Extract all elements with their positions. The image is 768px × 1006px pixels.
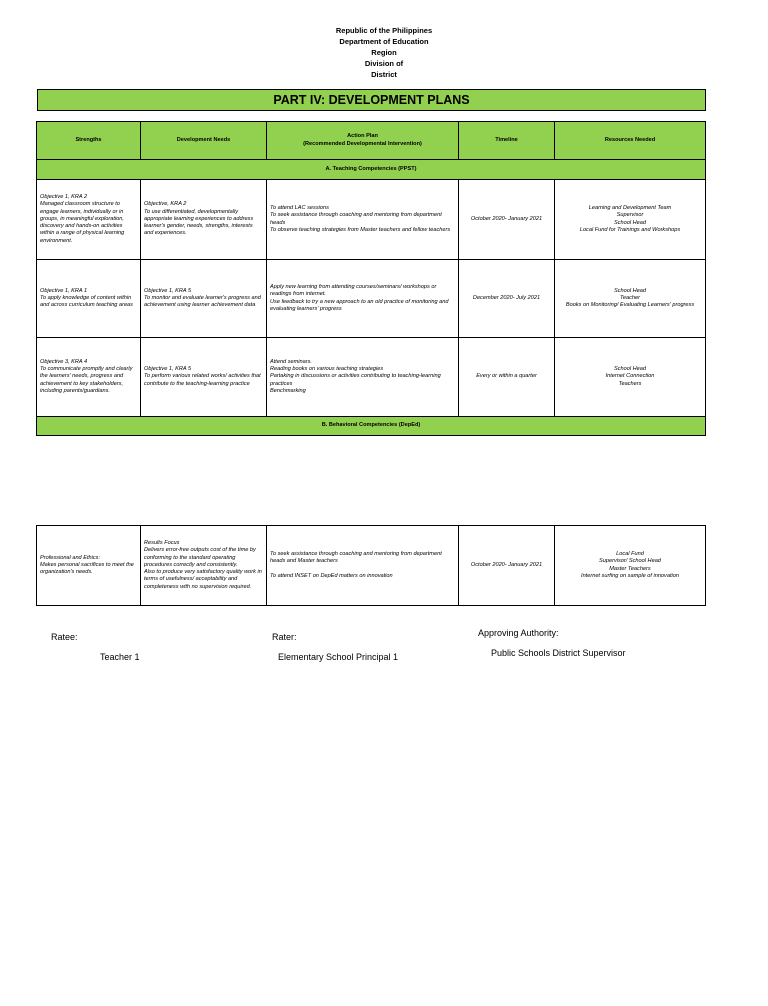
behavioral-plan-table [36,525,706,606]
page-title: PART IV: DEVELOPMENT PLANS [37,89,706,111]
column-header: Resources Needed [555,122,706,160]
section-a-label: A. Teaching Competencies (PPST) [37,160,706,180]
column-header: Development Needs [141,122,267,160]
section-row [37,417,706,436]
table-header-row [37,122,706,160]
timeline-cell: October 2020- January 2021 [459,180,555,260]
document-header [0,25,768,80]
need-cell: Objective, KRA 2 To use differentiated, developmentally appropriate learning experiences to address learner's gender, needs, strengths, interests and experiences. [141,180,267,260]
action-cell: Attend seminars. Reading books on various teaching strategies Partaking in discussions or activities contributing to teaching-learning practices Benchmarking [267,338,459,417]
header-line: District [371,70,397,79]
header-line: Division of [364,59,404,68]
approving-authority-label: Approving Authority: [478,628,559,638]
table-row [37,180,706,260]
strength-cell: Objective 3, KRA 4 To communicate promptly and clearly the learners' needs, progress and achievement to key stakeholders, including parents/guardians. [37,338,141,417]
strength-cell: Objective 1, KRA 2 Managed classroom structure to engage learners, individually or in groups, in meaningful exploration, discovery and hands-on activities within a range of physical learning environment. [37,180,141,260]
timeline-cell: Every or within a quarter [459,338,555,417]
resources-cell: Learning and Development Team Supervisor School Head Local Fund for Trainings and Workshops [555,180,706,260]
strength-cell: Professional and Ethics: Makes personal sacrifices to meet the organization's needs. [37,526,141,606]
resources-cell: School Head Teacher Books on Monitoring/ Evaluating Learners' progress [555,260,706,338]
need-cell: Objective 1, KRA 5 To monitor and evaluate learner's progress and achievement using learner achievement data [141,260,267,338]
table-row [37,338,706,417]
section-row [37,160,706,180]
header-line: Region [371,48,397,57]
rater-name: Elementary School Principal 1 [278,652,399,662]
development-plan-table [36,121,706,436]
timeline-cell: December 2020- July 2021 [459,260,555,338]
timeline-cell: October 2020- January 2021 [459,526,555,606]
rater-label: Rater: [272,632,297,642]
action-cell: To seek assistance through coaching and mentoring from department heads and Master teachers To attend INSET on DepEd matters on innovation [267,526,459,606]
approving-authority-name: Public Schools District Supervisor [491,648,626,658]
header-line: Republic of the Philippines [335,26,433,35]
column-header: Action Plan (Recommended Developmental Intervention) [267,122,459,160]
action-cell: To attend LAC sessions To seek assistance through coaching and mentoring from department heads To observe teaching strategies from Master teachers and fellow teachers [267,180,459,260]
column-header: Timeline [459,122,555,160]
column-header: Strengths [37,122,141,160]
need-cell: Objective 1, KRA 5 To perform various related works/ activities that contribute to the teaching-learning practice [141,338,267,417]
action-cell: Apply new learning from attending courses/seminars/ workshops or readings from internet. Use feedback to try a new approach to an old practice of monitoring and evaluating learners' progress [267,260,459,338]
ratee-name: Teacher 1 [100,652,140,662]
resources-cell: School Head Internet Connection Teachers [555,338,706,417]
strength-cell: Objective 1, KRA 1 To apply knowledge of content within and across curriculum teaching areas [37,260,141,338]
header-line: Department of Education [339,37,429,46]
table-row [37,260,706,338]
need-cell: Results Focus Delivers error-free outputs cost of the time by conforming to the standard operating procedures correctly and consistently. Also to produce very satisfactory quality work in terms of usefulness/ acceptability and completeness with no supervision required. [141,526,267,606]
section-b-label: B. Behavioral Competencies (DepEd) [37,417,706,436]
table-row [37,526,706,606]
ratee-label: Ratee: [51,632,78,642]
resources-cell: Local Fund Supervisor/ School Head Master Teachers Internet surfing on sample of innovation [555,526,706,606]
